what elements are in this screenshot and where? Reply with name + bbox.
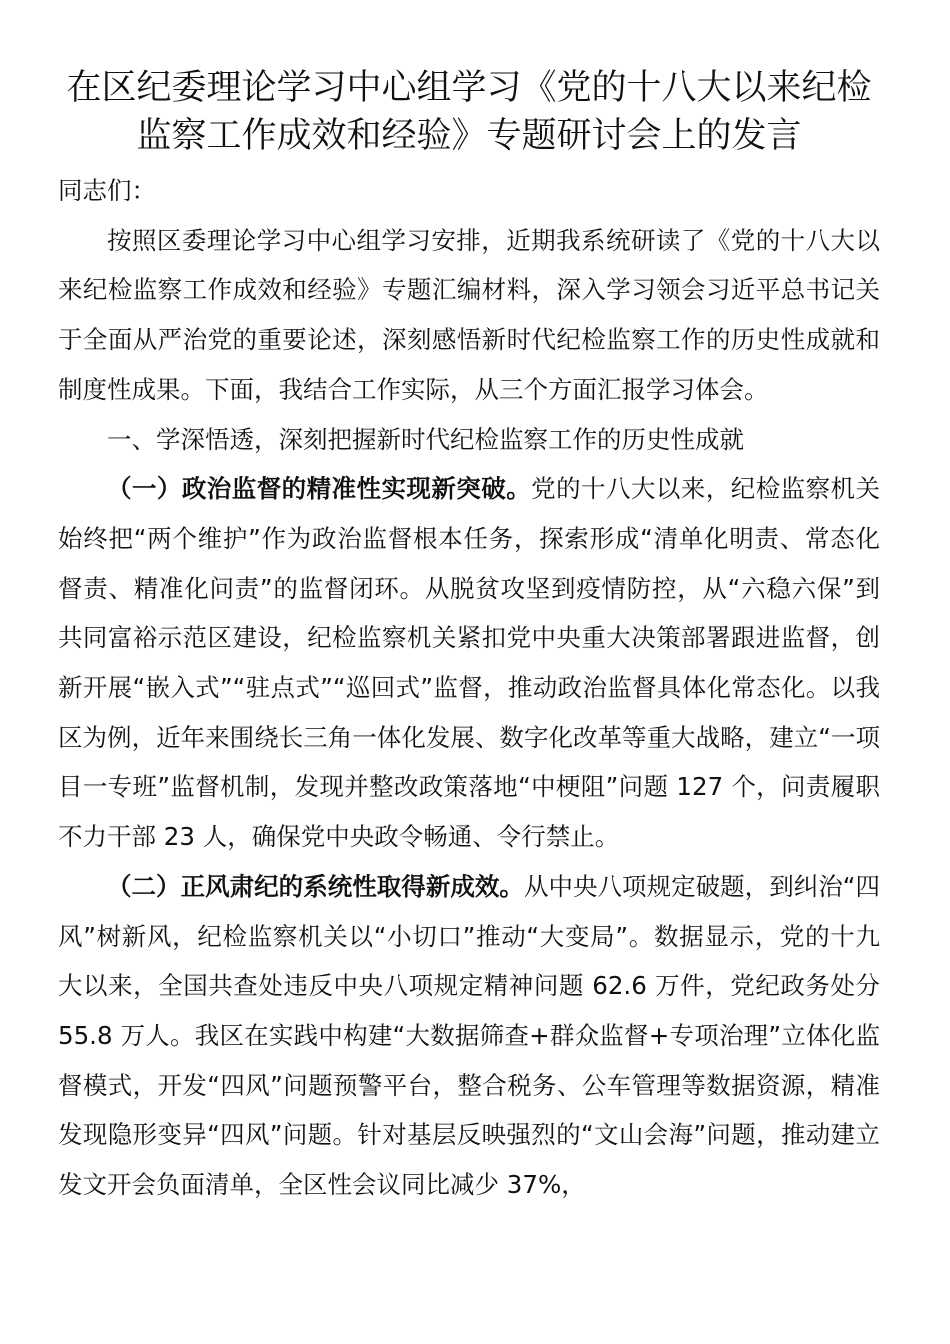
section-1-heading: 一、学深悟透，深刻把握新时代纪检监察工作的历史性成就 (107, 424, 744, 454)
greeting: 同志们： (58, 176, 156, 205)
title-line-2: 监察工作成效和经验》专题研讨会上的发言 (136, 116, 802, 156)
subsection-2-body: 从中央八项规定破题，到纠治“四风”树新风，纪检监察机关以“小切口”推动“大变局”。数据显示，党的十九大以来，全国共查处违反中央八项规定精神问题 62.6 万件，党纪政务处分 55.8 万人。我区在实践中构建“大数据筛查+群众监督+专项治理”立体化监督模式，开发“四风”问题预警平台，整合税务、公车管理等数据资源，精准发现隐形变异“四风”问题。针对基层反映强烈的“文山会海”问题，推动建立发文开会负面清单，全区性会议同比减少 37%， (58, 871, 880, 1200)
subsection-1-lead: （一）政治监督的精准性实现新突破。 (107, 474, 532, 504)
subsection-1-body: 党的十八大以来，纪检监察机关始终把“两个维护”作为政治监督根本任务，探索形成“清单化明责、常态化督责、精准化问责”的监督闭环。从脱贫攻坚到疫情防控，从“六稳六保”到共同富裕示范区建设，纪检监察机关紧扣党中央重大决策部署跟进监督，创新开展“嵌入式”“驻点式”“巡回式”监督，推动政治监督具体化常态化。以我区为例，近年来围绕长三角一体化发展、数字化改革等重大战略，建立“一项目一专班”监督机制，发现并整改政策落地“中梗阻”问题 127 个，问责履职不力干部 23 人，确保党中央政令畅通、令行禁止。 (58, 474, 881, 852)
title-line-1: 在区纪委理论学习中心组学习《党的十八大以来纪检 (66, 68, 872, 108)
subsection-1-paragraph (58, 464, 880, 862)
document-title (58, 64, 880, 160)
intro-paragraph: 按照区委理论学习中心组学习安排，近期我系统研读了《党的十八大以来纪检监察工作成效和经验》专题汇编材料，深入学习领会习近平总书记关于全面从严治党的重要论述，深刻感悟新时代纪检监察工作的历史性成就和制度性成果。下面，我结合工作实际，从三个方面汇报学习体会。 (58, 225, 880, 404)
subsection-2-paragraph (58, 862, 880, 1210)
subsection-2-lead: （二）正风肃纪的系统性取得新成效。 (107, 871, 524, 901)
